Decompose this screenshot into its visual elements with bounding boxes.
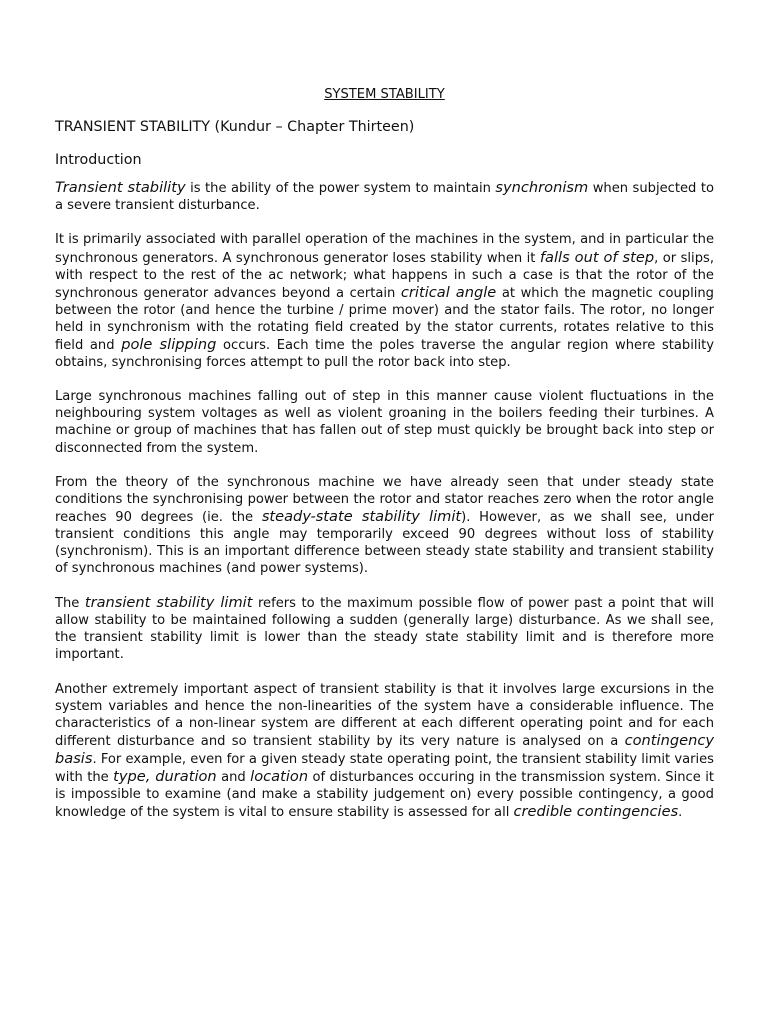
emphasized-term: synchronism bbox=[495, 179, 589, 197]
paragraph-3 bbox=[55, 388, 714, 456]
emphasized-term: contingency basis bbox=[55, 731, 714, 767]
paragraph-4 bbox=[55, 474, 714, 578]
paragraph-text: ). However, as we shall see, under transient conditions this angle may temporarily exceed 90 degrees without loss of stability (synchronism). This is an important difference between steady state stability and transient stability of synchronous machines (and power systems). bbox=[55, 509, 715, 577]
document-page bbox=[55, 86, 714, 838]
paragraph-6 bbox=[55, 681, 714, 822]
emphasized-term: critical angle bbox=[400, 283, 497, 301]
paragraph-5 bbox=[55, 594, 714, 663]
emphasized-term: credible contingencies bbox=[513, 803, 679, 821]
paragraph-2 bbox=[55, 231, 714, 371]
introduction-heading: Introduction bbox=[55, 152, 142, 169]
emphasized-term: steady-state stability limit bbox=[261, 507, 462, 525]
paragraph-text: , or slips, with respect to the rest of the ac network; what happens in such a case is that the rotor of the synchronous generator advances beyond a certain bbox=[55, 250, 714, 301]
emphasized-term: location bbox=[250, 768, 309, 785]
paragraph-text: The bbox=[55, 596, 85, 612]
paragraph-text: refers to the maximum possible flow of power past a point that will allow stability to be maintained following a sudden (generally large) disturbance. As we shall see, the transient stability limit is lower than the steady state stability limit and is therefore more important. bbox=[55, 596, 714, 663]
emphasized-term: transient stability limit bbox=[84, 594, 253, 612]
emphasized-term: Transient stability bbox=[55, 179, 186, 197]
paragraph-text: Large synchronous machines falling out of step in this manner cause violent fluctuations in the neighbouring system voltages as well as violent groaning in the boilers feeding their turbines. A machine or group of machines that has fallen out of step must quickly be brought back into step or disconnected from the system. bbox=[55, 389, 714, 456]
paragraph-text: at which the magnetic coupling between the rotor (and hence the turbine / prime mover) and the stator fails. The rotor, no longer held in synchronism with the rotating field created by the stator currents, rotates relative to this field and bbox=[55, 285, 714, 354]
paragraph-text: of disturbances occuring in the transmission system. Since it is impossible to examine (and make a stability judgement on) every possible contingency, a good knowledge of the system is vital to ensure stability is assessed for all bbox=[55, 770, 714, 821]
section-heading: TRANSIENT STABILITY (Kundur – Chapter Thirteen) bbox=[55, 119, 415, 136]
paragraph-text: . For example, even for a given steady state operating point, the transient stability limit varies with the bbox=[55, 751, 714, 785]
paragraph-text: From the theory of the synchronous machine we have already seen that under steady state conditions the synchronising power between the rotor and stator reaches zero when the rotor angle reaches 90 degrees (ie. the bbox=[55, 474, 714, 525]
emphasized-term: falls out of step bbox=[539, 248, 655, 266]
paragraph-text: occurs. Each time the poles traverse the angular region where stability obtains, synchronising forces attempt to pull the rotor back into step. bbox=[55, 338, 714, 371]
paragraph-text: . bbox=[678, 805, 683, 821]
paragraph-text: and bbox=[216, 770, 251, 785]
paragraph-text: when subjected to a severe transient disturbance. bbox=[55, 181, 714, 214]
paragraph-1 bbox=[55, 179, 714, 214]
emphasized-term: pole slipping bbox=[121, 336, 217, 354]
body-paragraphs bbox=[55, 179, 714, 821]
paragraph-text: Another extremely important aspect of transient stability is that it involves large excursions in the system variables and hence the non-linearities of the system have a considerable influence. The characteristics of a non-linear system are different at each different operating point and for each different disturbance and so transient stability by its very nature is analysed on a bbox=[55, 681, 714, 749]
paragraph-text: It is primarily associated with parallel operation of the machines in the system, and in particular the synchronous generators. A synchronous generator loses stability when it bbox=[55, 232, 714, 266]
paragraph-text: is the ability of the power system to maintain bbox=[185, 181, 496, 197]
emphasized-term: type, duration bbox=[113, 768, 217, 785]
document-title: SYSTEM STABILITY bbox=[324, 87, 445, 102]
